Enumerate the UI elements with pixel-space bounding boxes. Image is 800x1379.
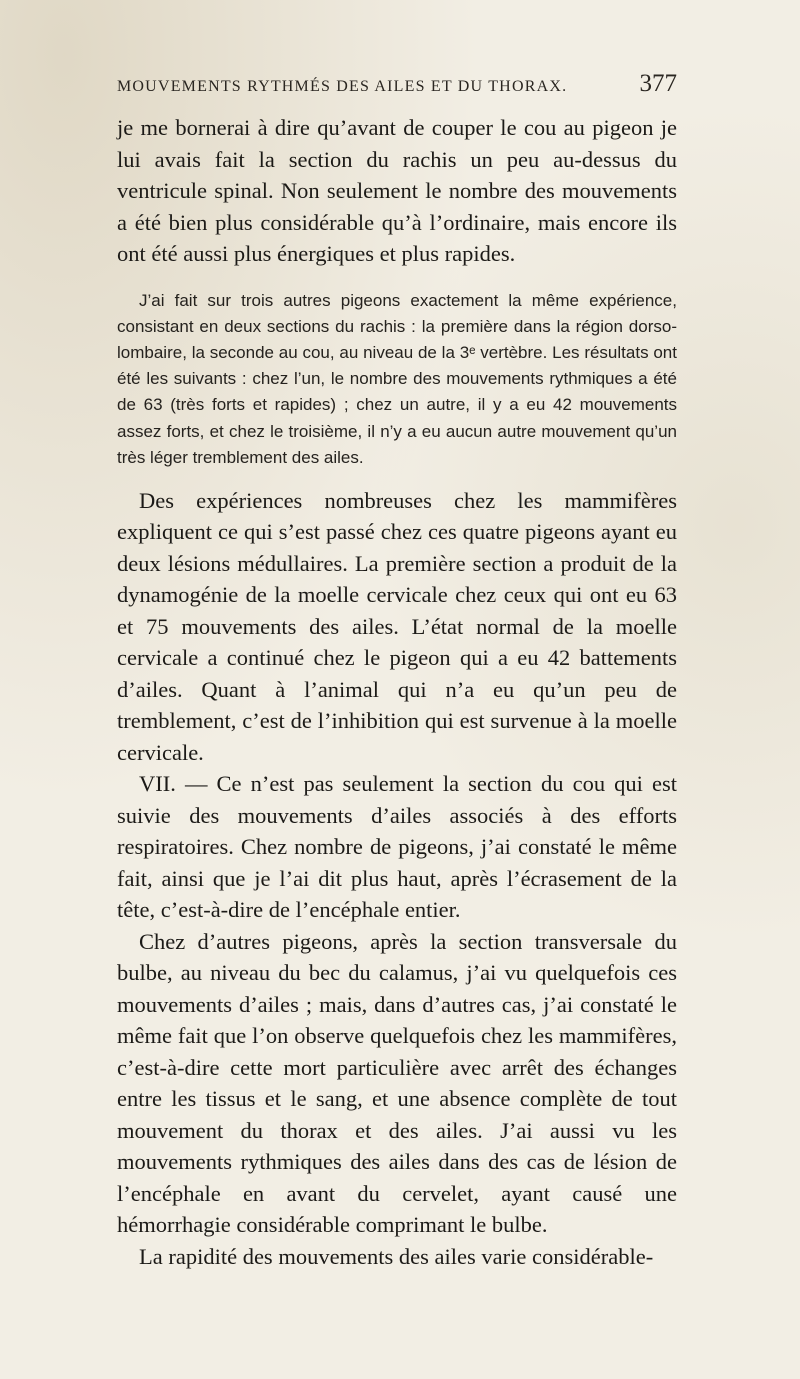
paragraph-1: je me bornerai à dire qu’avant de couper le cou au pigeon je lui avais fait la section du rachis un peu au-dessus du ventricule spinal. Non seulement le nombre des mouvements a été bien plus considérable qu’à l’ordinaire, mais encore ils ont été aussi plus énergiques et plus rapides. xyxy=(117,115,677,266)
paragraph-3-section-vii: VII. — Ce n’est pas seulement la section du cou qui est suivie des mouvements d’ailes associés à des efforts respiratoires. Chez nombre de pigeons, j’ai constaté le même fait, ainsi que je l’ai dit plus haut, après l’écrasement de la tête, c’est-à-dire de l’encéphale entier. xyxy=(117,771,677,923)
paragraph-2: Des expériences nombreuses chez les mammifères expliquent ce qui s’est passé chez ces quatre pigeons ayant eu deux lésions médullaires. La première section a produit de la dynamogénie de la moelle cervicale chez ceux qui ont eu 63 et 75 mouvements des ailes. L’état normal de la moelle cervicale a continué chez le pigeon qui a eu 42 battements d’ailes. Quant à l’animal qui n’a eu qu’un peu de tremblement, c’est de l’inhibition qui est survenue à la moelle cervicale. xyxy=(117,487,677,765)
page-number: 377 xyxy=(639,70,677,97)
text-block xyxy=(117,112,677,1272)
spacer xyxy=(117,471,677,485)
paragraph-5: La rapidité des mouvements des ailes varie considérable- xyxy=(139,1243,654,1269)
paragraph-4: Chez d’autres pigeons, après la section transversale du bulbe, au niveau du bec du calamus, j’ai vu quelquefois ces mouvements d’ailes ; mais, dans d’autres cas, j’ai constaté le même fait que l’on observe quelquefois chez les mammifères, c’est-à-dire cette mort particulière avec arrêt des échanges entre les tissus et le sang, et une absence complète de tout mouvement du thorax et des ailes. J’ai aussi vu les mouvements rythmiques des ailes dans des cas de lésion de l’encéphale en avant du cervelet, ayant causé une hémorrhagie considérable comprimant le bulbe. xyxy=(117,928,677,1238)
small-print-note: J’ai fait sur trois autres pigeons exactement la même expérience, consistant en deux sections du rachis : la première dans la région dorso-lombaire, la seconde au cou, au niveau de la 3ᵉ vertèbre. Les résultats ont été les suivants : chez l’un, le nombre des mouvements rythmiques a été de 63 (très forts et rapides) ; chez un autre, il y a eu 42 mouvements assez forts, et chez le troisième, il n’y a eu aucun autre mouvement qu’un très léger tremblement des ailes. xyxy=(117,290,677,467)
running-head xyxy=(117,70,677,100)
running-title: MOUVEMENTS RYTHMÉS DES AILES ET DU THORAX. xyxy=(117,78,568,95)
